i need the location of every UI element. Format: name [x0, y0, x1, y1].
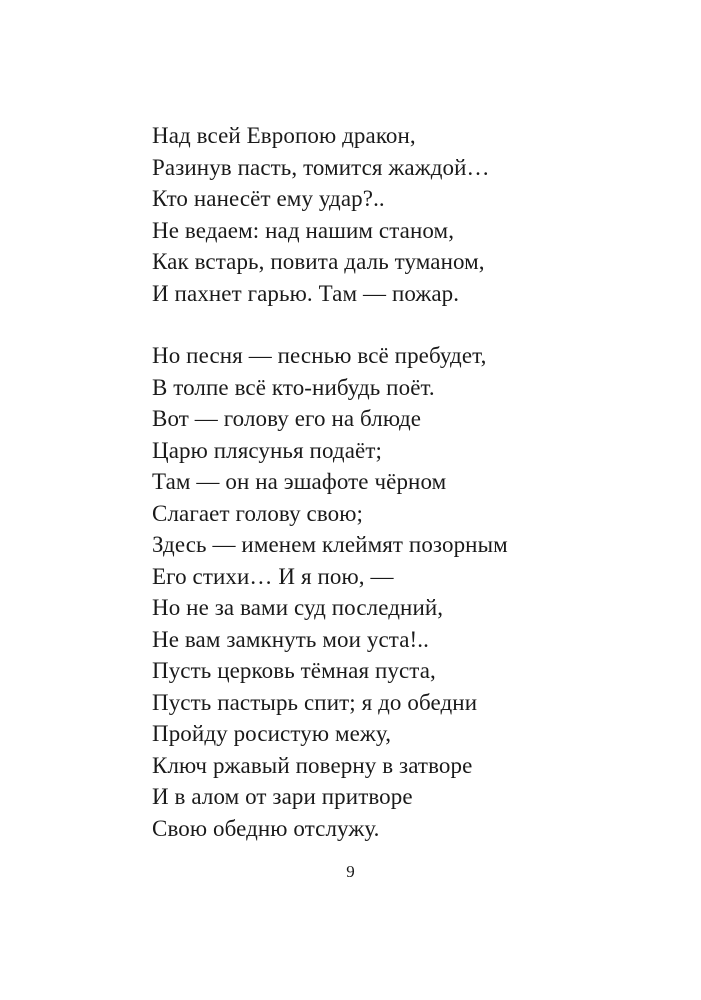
- poem-line: Разинув пасть, томится жаждой…: [152, 154, 490, 180]
- poem-line: И в алом от зари притворе: [152, 784, 413, 809]
- poem-line: Слагает голову свою;: [152, 500, 364, 526]
- poem-line: Не вам замкнуть мои уста!..: [152, 626, 429, 652]
- poem-line: И пахнет гарью. Там — пожар.: [152, 280, 460, 306]
- poem-line: Но песня — песнью всё пребудет,: [152, 343, 487, 368]
- poem-line: Царю плясунья подаёт;: [152, 437, 382, 463]
- poem-line: Над всей Европою дракон,: [152, 123, 416, 148]
- poem-line: Но не за вами суд последний,: [152, 595, 444, 620]
- poem-line: Пусть пастырь спит; я до обедни: [152, 689, 478, 715]
- poem-line: Не ведаем: над нашим станом,: [152, 217, 455, 243]
- stanza-2: [152, 340, 672, 844]
- poem-line: Здесь — именем клеймят позорным: [152, 532, 508, 557]
- poem-line: Кто нанесёт ему удар?..: [152, 186, 385, 211]
- poem-line: В толпе всё кто-нибудь поёт.: [152, 374, 435, 400]
- poem-line: Пусть церковь тёмная пуста,: [152, 658, 436, 683]
- page-number: 9: [346, 862, 355, 881]
- poem: [152, 120, 672, 844]
- stanza-1: [152, 120, 672, 309]
- poem-line: Вот — голову его на блюде: [152, 406, 422, 431]
- poem-line: Как встарь, повита даль туманом,: [152, 249, 485, 274]
- poem-line: Его стихи… И я пою, —: [152, 563, 394, 589]
- poem-line: Ключ ржавый поверну в затворе: [152, 752, 473, 778]
- poem-line: Пройду росистую межу,: [152, 721, 392, 746]
- poem-line: Там — он на эшафоте чёрном: [152, 469, 447, 494]
- poem-line: Свою обедню отслужу.: [152, 815, 380, 841]
